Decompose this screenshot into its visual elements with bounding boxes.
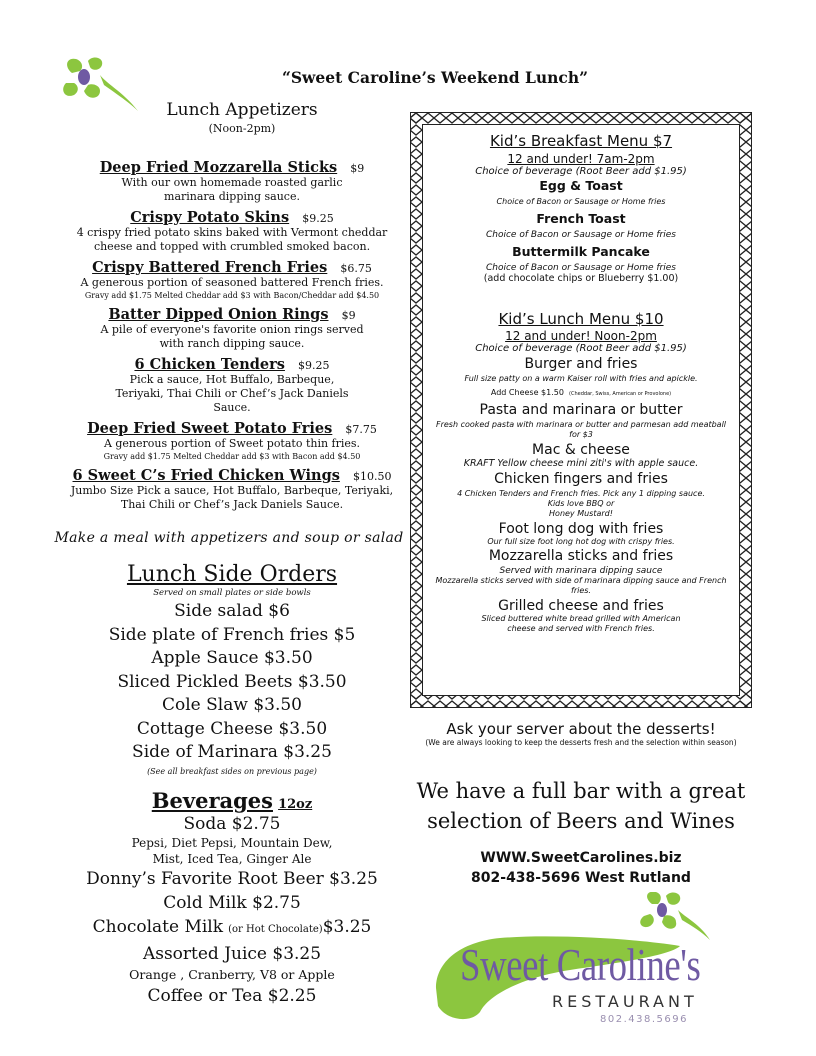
- kids-lunch-desc: Full size patty on a warm Kaiser roll with fries and apickle.: [464, 374, 698, 383]
- appetizer-desc: Pick a sauce, Hot Buffalo, Barbeque, Teriyaki, Thai Chili or Chef’s Jack Daniels Sauce.: [115, 373, 349, 414]
- appetizer-price: $9.25: [302, 212, 334, 225]
- appetizer-desc: Jumbo Size Pick a sauce, Hot Buffalo, Barbeque, Teriyaki, Thai Chili or Chef’s Jack Daniels Sauce.: [70, 484, 394, 511]
- bar-line: selection of Beers and Wines: [427, 809, 735, 833]
- kids-breakfast-item: Buttermilk Pancake: [512, 244, 650, 259]
- kids-lunch-desc: Served with marinara dipping sauce: [499, 566, 663, 576]
- kids-lunch-item: Pasta and marinara or butter: [479, 402, 683, 418]
- desserts-section: [410, 720, 752, 747]
- kids-lunch-desc: Fresh cooked pasta with marinara or butter and parmesan add meatball for $3: [435, 420, 727, 439]
- appetizer-item: [60, 157, 404, 204]
- restaurant-logo: [430, 892, 740, 1032]
- kids-breakfast-extra: (add chocolate chips or Blueberry $1.00): [483, 273, 679, 284]
- bar-section: [410, 776, 752, 836]
- desserts-title: Ask your server about the desserts!: [446, 720, 716, 738]
- kids-lunch-item: Foot long dog with fries: [498, 521, 664, 537]
- beverages-section: [60, 788, 404, 1008]
- beverage-chocolate: Chocolate Milk: [92, 917, 224, 937]
- appetizer-extra: Gravy add $1.75 Melted Cheddar add $3 with Bacon add $4.50: [103, 452, 361, 461]
- side-item: Side salad $6: [174, 601, 290, 621]
- beverage-soda: Soda $2.75: [183, 814, 281, 834]
- appetizer-item: [60, 304, 404, 351]
- appetizers-heading: Lunch Appetizers: [166, 100, 318, 120]
- logo-name: Sweet Caroline's: [460, 939, 701, 990]
- bar-line: We have a full bar with a great: [416, 779, 746, 803]
- appetizer-item: [60, 207, 404, 254]
- beverage-root-beer: Donny’s Favorite Root Beer $3.25: [86, 869, 378, 889]
- contact-section: [410, 848, 752, 888]
- sides-heading: Lunch Side Orders: [126, 562, 338, 587]
- appetizers-hours: (Noon-2pm): [208, 122, 276, 135]
- kids-breakfast-title: Kid’s Breakfast Menu $7: [489, 132, 673, 150]
- website-link[interactable]: WWW.SweetCarolines.biz: [480, 850, 682, 866]
- phone-number: 802-438-5696 West Rutland: [471, 870, 691, 886]
- kids-lunch-cheese-types: (Cheddar, Swiss, American or Provolone): [569, 391, 672, 397]
- beverage-soda-list: Pepsi, Diet Pepsi, Mountain Dew, Mist, Iced Tea, Ginger Ale: [131, 836, 333, 866]
- kids-lunch-item: Mac & cheese: [532, 442, 630, 458]
- kids-lunch-item: Mozzarella sticks and fries: [488, 548, 674, 564]
- side-item: Cole Slaw $3.50: [162, 695, 302, 715]
- appetizer-name: Crispy Potato Skins: [130, 209, 290, 226]
- kids-lunch-sub: 12 and under! Noon-2pm: [505, 329, 657, 343]
- side-item: Apple Sauce $3.50: [151, 648, 313, 668]
- kids-lunch-desc: Sliced buttered white bread grilled with American cheese and served with French fries.: [481, 614, 681, 633]
- kids-lunch-section: [430, 310, 732, 634]
- appetizer-price: $6.75: [340, 262, 372, 275]
- kids-breakfast-section: [430, 132, 732, 284]
- kids-breakfast-desc: Choice of Bacon or Sausage or Home fries: [485, 230, 676, 240]
- kids-lunch-desc: 4 Chicken Tenders and French fries. Pick any 1 dipping sauce. Kids love BBQ or: [457, 489, 705, 508]
- kids-breakfast-sub: 12 and under! 7am-2pm: [507, 152, 655, 166]
- appetizer-price: $10.50: [352, 470, 392, 483]
- kids-breakfast-item: Egg & Toast: [539, 178, 623, 193]
- appetizer-name: 6 Chicken Tenders: [134, 356, 285, 373]
- appetizer-name: Deep Fried Sweet Potato Fries: [87, 420, 333, 437]
- beverages-heading: Beverages: [151, 788, 273, 813]
- sides-footnote: (See all breakfast sides on previous page): [147, 766, 317, 776]
- kids-breakfast-desc: Choice of Bacon or Sausage or Home fries: [485, 263, 676, 273]
- appetizer-price: $7.75: [345, 423, 377, 436]
- kids-lunch-title: Kid’s Lunch Menu $10: [498, 310, 664, 328]
- appetizer-name: Crispy Battered French Fries: [92, 259, 328, 276]
- appetizer-extra: Gravy add $1.75 Melted Cheddar add $3 with Bacon/Cheddar add $4.50: [84, 291, 380, 300]
- appetizer-item: [60, 418, 404, 462]
- beverages-heading-row: [60, 788, 404, 813]
- kids-breakfast-note: Choice of beverage (Root Beer add $1.95): [475, 166, 687, 177]
- kids-breakfast-item: French Toast: [536, 211, 626, 226]
- appetizer-desc: With our own homemade roasted garlic marinara dipping sauce.: [121, 176, 343, 203]
- appetizer-desc: A pile of everyone's favorite onion rings served with ranch dipping sauce.: [100, 323, 364, 350]
- sides-note: Served on small plates or side bowls: [153, 588, 311, 598]
- meal-tagline: Make a meal with appetizers and soup or salad: [54, 530, 404, 546]
- beverages-size: 12oz: [278, 797, 313, 812]
- side-item: Cottage Cheese $3.50: [136, 718, 328, 739]
- logo-subtitle: RESTAURANT: [552, 992, 698, 1011]
- appetizer-item: [60, 257, 404, 301]
- desserts-note: (We are always looking to keep the desserts fresh and the selection within season): [425, 738, 737, 747]
- beverage-chocolate-row: [60, 915, 404, 942]
- side-item: Side of Marinara $3.25: [132, 742, 332, 762]
- kids-lunch-cheese: Add Cheese $1.50: [490, 388, 564, 397]
- beverage-coffee: Coffee or Tea $2.25: [147, 986, 317, 1006]
- side-item: Sliced Pickled Beets $3.50: [117, 671, 347, 692]
- beverage-chocolate-price: $3.25: [322, 917, 372, 937]
- page-title: “Sweet Caroline’s Weekend Lunch”: [281, 68, 589, 87]
- beverage-juice: Assorted Juice $3.25: [142, 944, 322, 964]
- kids-lunch-cheese-row: [430, 384, 732, 400]
- appetizer-desc: 4 crispy fried potato skins baked with Vermont cheddar cheese and topped with crumbled smoked bacon.: [76, 226, 388, 253]
- appetizer-name: Deep Fried Mozzarella Sticks: [99, 159, 338, 176]
- appetizer-price: $9.25: [298, 359, 330, 372]
- appetizer-item: [60, 465, 404, 512]
- appetizer-desc: A generous portion of seasoned battered French fries.: [80, 276, 384, 289]
- kids-breakfast-desc: Choice of Bacon or Sausage or Home fries: [496, 197, 666, 206]
- appetizer-price: $9: [350, 162, 365, 175]
- logo-phone: 802.438.5696: [600, 1014, 688, 1025]
- kids-lunch-desc: Honey Mustard!: [549, 509, 613, 518]
- appetizer-price: $9: [341, 309, 356, 322]
- side-item: Side plate of French fries $5: [108, 624, 356, 645]
- beverage-juice-list: Orange , Cranberry, V8 or Apple: [129, 967, 335, 982]
- kids-lunch-desc: KRAFT Yellow cheese mini ziti's with apple sauce.: [463, 458, 699, 469]
- kids-lunch-desc: Our full size foot long hot dog with crispy fries.: [487, 537, 675, 546]
- appetizer-name: Batter Dipped Onion Rings: [108, 306, 329, 323]
- kids-lunch-note: Choice of beverage (Root Beer add $1.95): [475, 343, 687, 354]
- appetizer-desc: A generous portion of Sweet potato thin fries.: [103, 437, 361, 450]
- appetizer-name: 6 Sweet C’s Fried Chicken Wings: [72, 467, 340, 484]
- kids-lunch-desc: Mozzarella sticks served with side of marinara dipping sauce and French fries.: [435, 576, 727, 595]
- sides-section: [60, 562, 404, 776]
- beverage-hot-chocolate: (or Hot Chocolate): [228, 924, 323, 935]
- appetizer-item: [60, 354, 404, 415]
- kids-lunch-item: Chicken fingers and fries: [494, 471, 668, 487]
- kids-lunch-item: Grilled cheese and fries: [498, 598, 664, 614]
- beverage-milk: Cold Milk $2.75: [163, 893, 301, 913]
- appetizers-section: [54, 100, 404, 546]
- kids-lunch-item: Burger and fries: [524, 356, 638, 372]
